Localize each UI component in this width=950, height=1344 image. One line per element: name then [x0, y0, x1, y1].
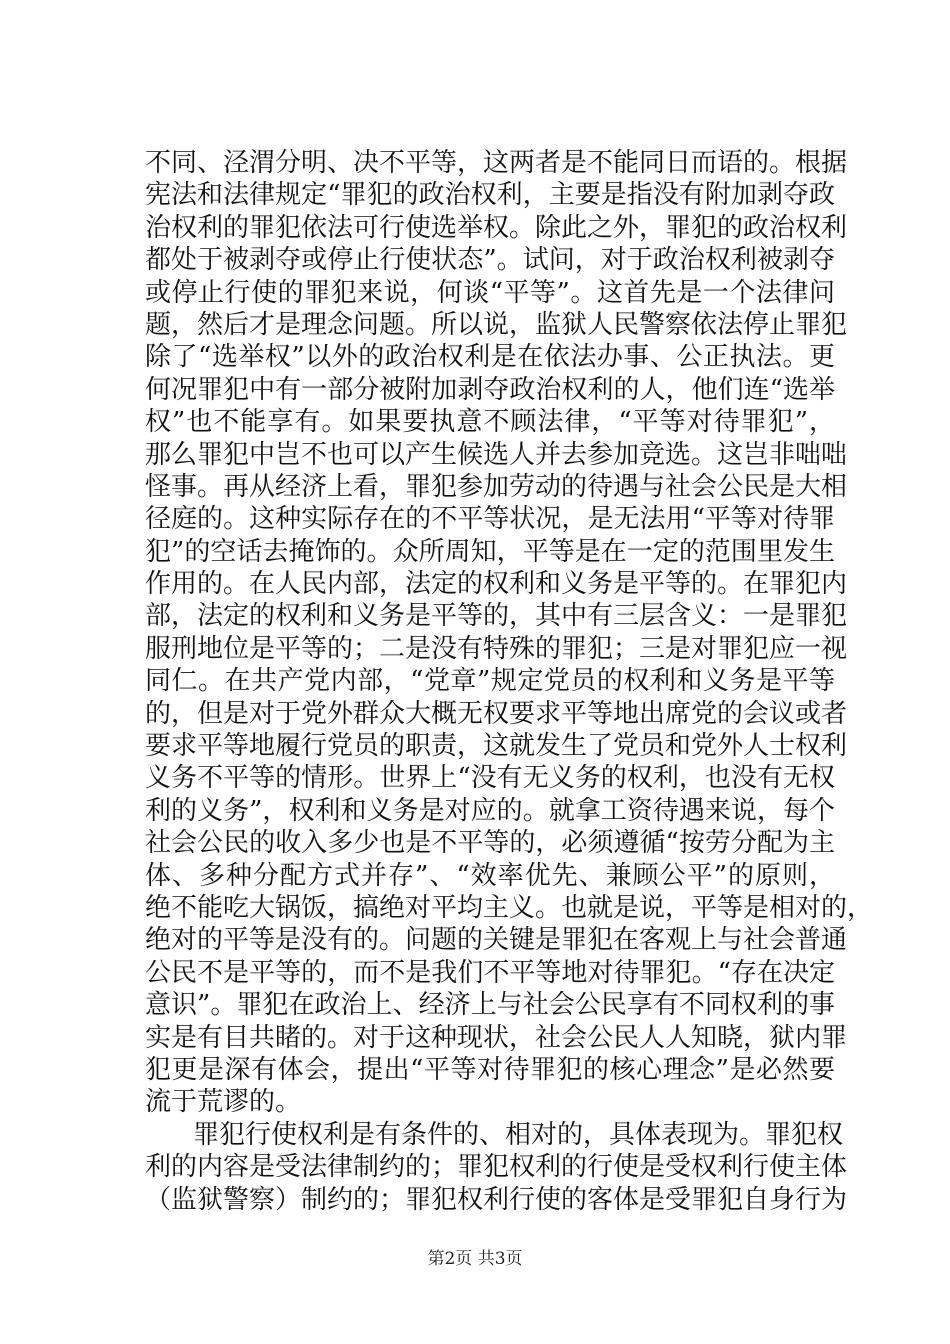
paragraph-1-line: 服刑地位是平等的；二是没有特殊的罪犯；三是对罪犯应一视 [145, 633, 848, 664]
paragraph-1-line: 治权利的罪犯依法可行使选举权。除此之外，罪犯的政治权利 [145, 212, 848, 243]
paragraph-2-line: 利的内容是受法律制约的；罪犯权利的行使是受权利行使主体 [145, 1152, 848, 1183]
paragraph-2-line: 罪犯行使权利是有条件的、相对的，具体表现为。罪犯权 [193, 1119, 844, 1150]
paragraph-1-line: 意识”。罪犯在政治上、经济上与社会公民享有不同权利的事 [145, 990, 835, 1021]
paragraph-1-line: 或停止行使的罪犯来说，何谈“平等”。这首先是一个法律问 [145, 277, 835, 308]
paragraph-1-line: 那么罪犯中岂不也可以产生候选人并去参加竞选。这岂非咄咄 [145, 439, 848, 470]
paragraph-1-line: 公民不是平等的，而不是我们不平等地对待罪犯。“存在决定 [145, 957, 835, 988]
paragraph-1-line: 何况罪犯中有一部分被附加剥夺政治权利的人，他们连“选举 [145, 374, 835, 405]
paragraph-1-line: 流于荒谬的。 [145, 1087, 302, 1118]
paragraph-1-line: 题，然后才是理念问题。所以说，监狱人民警察依法停止罪犯 [145, 309, 848, 340]
paragraph-1-line: 社会公民的收入多少也是不平等的，必须遵循“按劳分配为主 [145, 828, 835, 859]
paragraph-2-line: （监狱警察）制约的；罪犯权利行使的客体是受罪犯自身行为 [145, 1184, 848, 1215]
paragraph-1-line: 怪事。再从经济上看，罪犯参加劳动的待遇与社会公民是大相 [145, 471, 848, 502]
paragraph-1-line: 义务不平等的情形。世界上“没有无义务的权利，也没有无权 [145, 763, 835, 794]
paragraph-1-line: 实是有目共睹的。对于这种现状，社会公民人人知晓，狱内罪 [145, 1022, 848, 1053]
paragraph-1-line: 径庭的。这种实际存在的不平等状况，是无法用“平等对待罪 [145, 504, 835, 535]
paragraph-1-line: 作用的。在人民内部，法定的权利和义务是平等的。在罪犯内 [145, 569, 848, 600]
paragraph-1-line: 利的义务”，权利和义务是对应的。就拿工资待遇来说，每个 [145, 795, 835, 826]
paragraph-1-line: 宪法和法律规定“罪犯的政治权利，主要是指没有附加剥夺政 [145, 180, 835, 211]
paragraph-1-line: 不同、泾渭分明、决不平等，这两者是不能同日而语的。根据 [145, 148, 848, 178]
paragraph-1-line: 体、多种分配方式并存”、“效率优先、兼顾公平”的原则， [145, 860, 835, 891]
paragraph-1-line: 犯”的空话去掩饰的。众所周知，平等是在一定的范围里发生 [145, 536, 835, 567]
paragraph-1-line: 犯更是深有体会，提出“平等对待罪犯的核心理念”是必然要 [145, 1054, 835, 1085]
page-footer: 第2页 共3页 [427, 1249, 523, 1269]
paragraph-1-line: 部，法定的权利和义务是平等的，其中有三层含义：一是罪犯 [145, 601, 848, 632]
paragraph-1-line: 绝不能吃大锅饭，搞绝对平均主义。也就是说，平等是相对的， [145, 892, 874, 923]
paragraph-1-line: 权”也不能享有。如果要执意不顾法律，“平等对待罪犯”， [145, 407, 835, 438]
paragraph-1-line: 要求平等地履行党员的职责，这就发生了党员和党外人士权利 [145, 731, 848, 762]
paragraph-1-line: 的，但是对于党外群众大概无权要求平等地出席党的会议或者 [145, 698, 848, 729]
paragraph-1-line: 都处于被剥夺或停止行使状态”。试问，对于政治权利被剥夺 [145, 245, 835, 276]
paragraph-1-line: 绝对的平等是没有的。问题的关键是罪犯在客观上与社会普通 [145, 925, 848, 956]
paragraph-1-line: 除了“选举权”以外的政治权利是在依法办事、公正执法。更 [145, 342, 835, 373]
paragraph-1-line: 同仁。在共产党内部，“党章”规定党员的权利和义务是平等 [145, 666, 835, 697]
document-body [145, 147, 874, 1216]
